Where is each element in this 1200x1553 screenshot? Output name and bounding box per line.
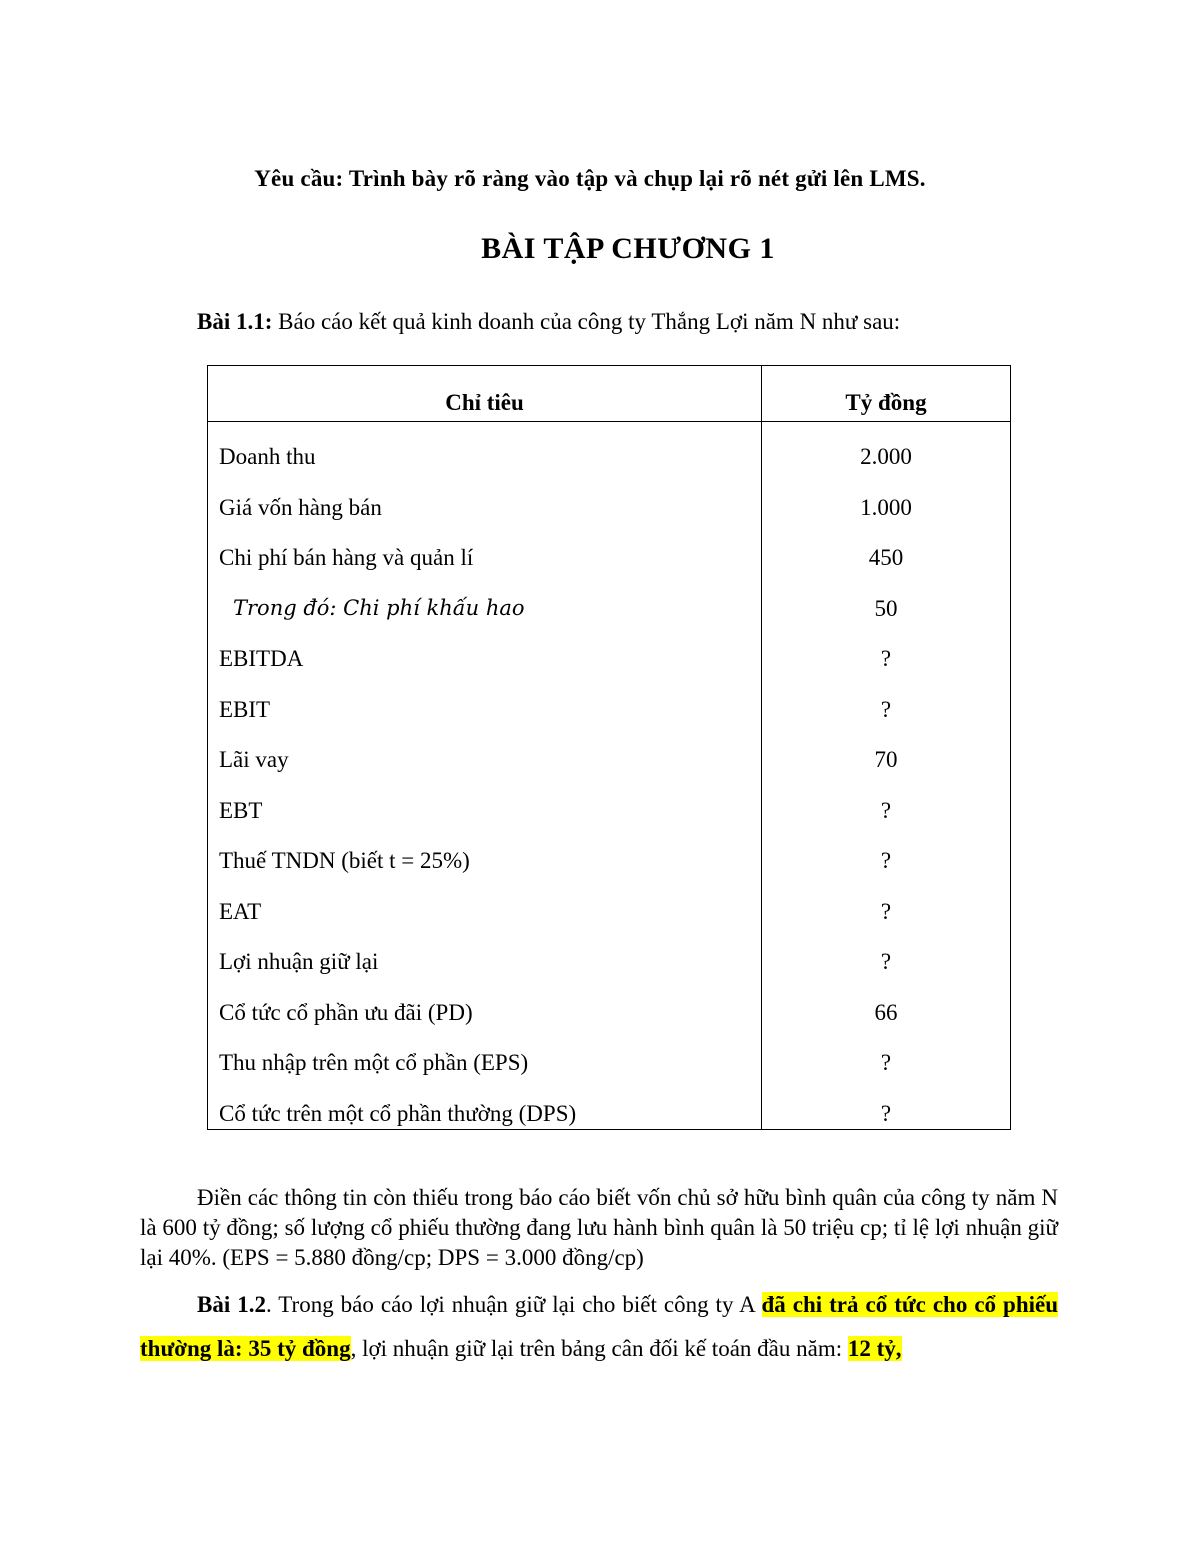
table-row (208, 545, 1010, 596)
table-row (208, 747, 1010, 798)
exercise-2-text-2: , lợi nhuận giữ lại trên bảng cân đối kế toán đầu năm: (350, 1336, 848, 1361)
row-label: EBITDA (219, 646, 304, 671)
table-row (208, 596, 1010, 647)
exercise-2-highlight-1: đã chi trả cổ tức cho cổ phiếu thường là: 35 tỷ đồng (140, 1292, 1058, 1361)
row-value: ? (880, 1100, 892, 1126)
table-row (208, 444, 1010, 495)
row-value: ? (880, 797, 892, 823)
table-row (208, 495, 1010, 546)
row-value: 50 (874, 595, 898, 621)
row-label: EAT (219, 898, 262, 924)
header-divider (208, 421, 1010, 422)
row-label: EBT (219, 797, 263, 823)
table-row (208, 899, 1010, 950)
row-value: 1.000 (860, 494, 912, 520)
row-label: Giá vốn hàng bán (219, 494, 382, 520)
exercise-2-label: Bài 1.2 (197, 1292, 266, 1317)
exercise-2-paragraph (140, 1283, 1058, 1371)
row-value: ? (880, 1050, 892, 1075)
row-label: EBIT (219, 696, 271, 722)
row-label: Cổ tức cổ phần ưu đãi (PD) (219, 999, 473, 1025)
row-label: Chi phí bán hàng và quản lí (219, 545, 474, 570)
table-row (208, 646, 1010, 697)
exercise-1-label: Bài 1.1: (197, 309, 273, 334)
table-row (208, 949, 1010, 1000)
row-label: Lãi vay (219, 747, 289, 772)
header-amount: Tỷ đồng (845, 390, 927, 415)
exercise-1-intro-text: Báo cáo kết quả kinh doanh của công ty Thắng Lợi năm N như sau: (272, 309, 901, 334)
row-value: 450 (868, 545, 904, 570)
requirement-line: Yêu cầu: Trình bày rõ ràng vào tập và chụp lại rõ nét gửi lên LMS. (254, 166, 926, 191)
row-label: Cổ tức trên một cổ phần thường (DPS) (219, 1100, 577, 1126)
row-label: Thuế TNDN (biết t = 25%) (219, 848, 470, 873)
row-value: 2.000 (860, 444, 912, 469)
table-body (208, 444, 1010, 1151)
row-value: ? (880, 898, 892, 924)
row-value: ? (880, 949, 892, 974)
row-label: Thu nhập trên một cổ phần (EPS) (219, 1050, 529, 1075)
table-row (208, 1101, 1010, 1152)
row-label: Lợi nhuận giữ lại (219, 949, 379, 974)
row-label: Trong đó: Chi phí khấu hao (233, 595, 525, 620)
row-value: 66 (874, 999, 898, 1025)
exercise-2-highlight-2: 12 tỷ, (847, 1336, 902, 1361)
income-statement-table (207, 365, 1011, 1130)
row-value: 70 (874, 747, 898, 772)
row-value: ? (880, 696, 892, 722)
header-indicator: Chỉ tiêu (445, 390, 524, 415)
table-row (208, 697, 1010, 748)
table-row (208, 848, 1010, 899)
row-value: ? (880, 848, 892, 873)
row-value: ? (880, 646, 892, 671)
exercise-1-instructions: Điền các thông tin còn thiếu trong báo cáo biết vốn chủ sở hữu bình quân của công ty năm N là 600 tỷ đồng; số lượng cổ phiếu thường đang lưu hành bình quân là 50 triệu cp; tỉ lệ lợi nhuận giữ lại 40%. (EPS = 5.880 đồng/cp; DPS = 3.000 đồng/cp) (140, 1185, 1058, 1270)
row-label: Doanh thu (219, 444, 316, 469)
table-row (208, 1050, 1010, 1101)
table-row (208, 798, 1010, 849)
chapter-title: BÀI TẬP CHƯƠNG 1 (481, 232, 775, 265)
exercise-1-intro (197, 309, 900, 335)
table-row (208, 1000, 1010, 1051)
exercise-2-text-1: . Trong báo cáo lợi nhuận giữ lại cho biết công ty A (265, 1292, 762, 1317)
